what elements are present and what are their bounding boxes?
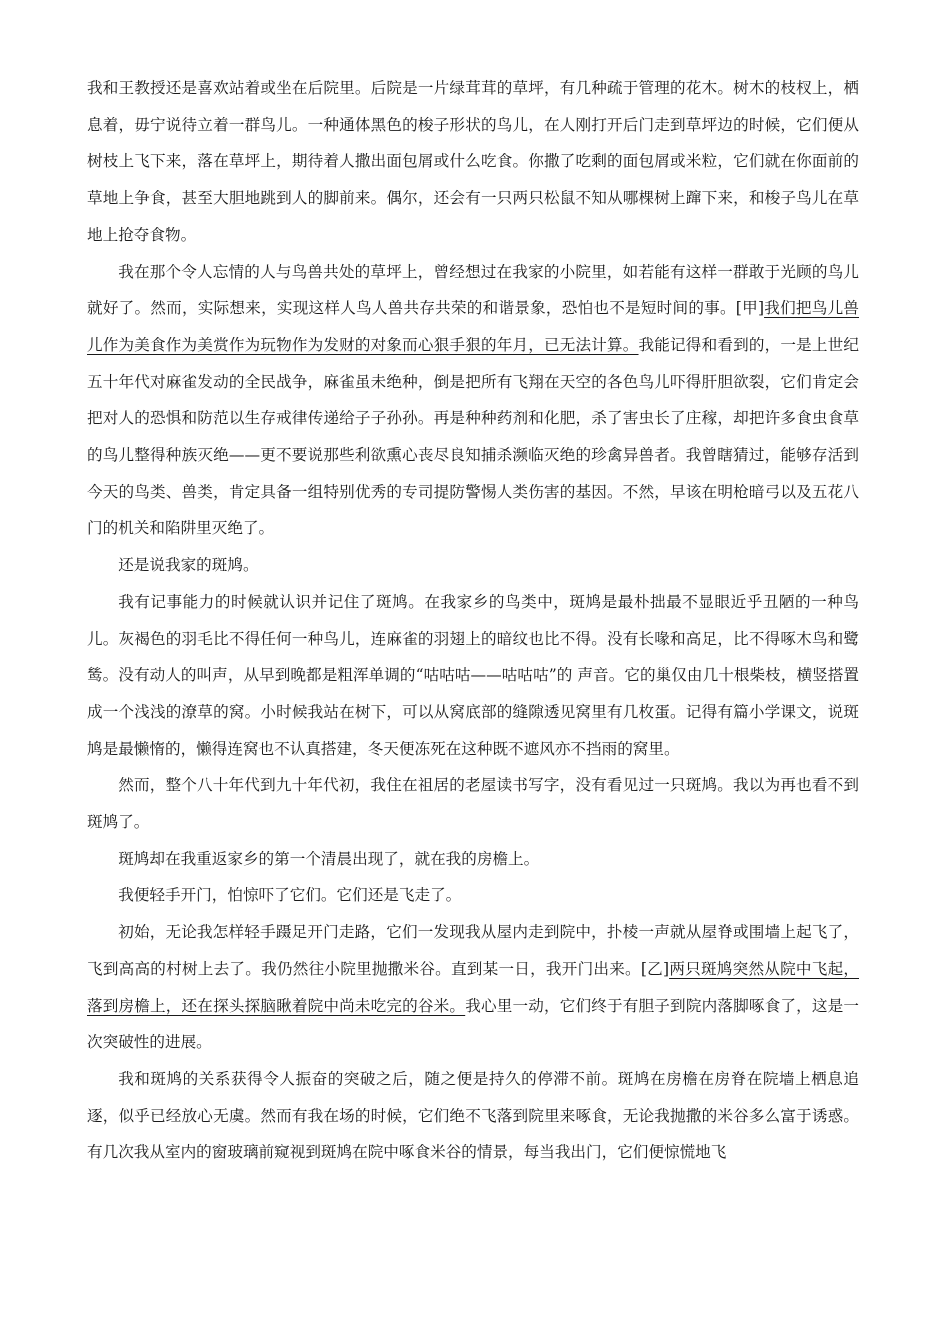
paragraph-4 bbox=[87, 584, 859, 768]
paragraph-3 bbox=[87, 547, 859, 584]
paragraph-1 bbox=[87, 70, 859, 254]
paragraph-text: 斑鸠却在我重返家乡的第一个清晨出现了，就在我的房檐上。 bbox=[118, 849, 540, 868]
paragraph-text: 然而，整个八十年代到九十年代初，我住在祖居的老屋读书写字，没有看见过一只斑鸠。我以为再也看不到斑鸠了。 bbox=[87, 776, 859, 832]
underlined-sentence-yi: 两只斑鸠突然从院中飞起，落到房檐上，还在探头探脑瞅着院中尚未吃完的谷米。 bbox=[87, 959, 859, 1015]
paragraph-5 bbox=[87, 767, 859, 840]
paragraph-8 bbox=[87, 914, 859, 1061]
paragraph-2 bbox=[87, 254, 859, 548]
paragraph-text: 我便轻手开门，怕惊吓了它们。它们还是飞走了。 bbox=[118, 886, 462, 905]
paragraph-7 bbox=[87, 877, 859, 914]
paragraph-text: 还是说我家的斑鸠。 bbox=[118, 556, 259, 575]
underlined-sentence-jia: 我们把鸟儿兽儿作为美食作为美赏作为玩物作为发财的对象而心狠手狠的年月，已无法计算。 bbox=[87, 299, 859, 354]
paragraph-6 bbox=[87, 841, 859, 878]
paragraph-9 bbox=[87, 1061, 859, 1171]
paragraph-text: 我有记事能力的时候就认识并记住了斑鸠。在我家乡的鸟类中，斑鸠是最朴拙最不显眼近乎丑陋的一种鸟儿。灰褐色的羽毛比不得任何一种鸟儿，连麻雀的羽翅上的暗纹也比不得。没有长喙和高足，比不得啄木鸟和鹭鸶。没有动人的叫声，从早到晚都是粗浑单调的“咕咕咕——咕咕咕”的 声音。它的巢仅由几十根柴枝，横竖搭置成一个浅浅的潦草的窝。小时候我站在树下，可以从窝底部的缝隙透见窝里有几枚蛋。记得有篇小学课文，说斑鸠是最懒惰的，懒得连窝也不认真搭建，冬天便冻死在这种既不遮风亦不挡雨的窝里。 bbox=[87, 592, 859, 758]
paragraph-text: 我能记得和看到的，一是上世纪五十年代对麻雀发动的全民战争，麻雀虽未绝种，倒是把所有飞翔在天空的各色鸟儿吓得肝胆欲裂，它们肯定会把对人的恐惧和防范以生存戒律传递给子子孙孙。再是种种药剂和化肥，杀了害虫长了庄稼，却把许多食虫食草的鸟儿整得种族灭绝——更不要说那些利欲熏心丧尽良知捕杀濒临灭绝的珍禽异兽者。我曾瞎猜过，能够存活到今天的鸟类、兽类，肯定具备一组特别优秀的专司提防警惕人类伤害的基因。不然，早该在明枪暗弓以及五花八门的机关和陷阱里灭绝了。 bbox=[87, 335, 859, 538]
document-page bbox=[87, 70, 859, 1171]
paragraph-text: 初始，无论我怎样轻手蹑足开门走路，它们一发现我从屋内走到院中，扑棱一声就从屋脊或围墙上起飞了，飞到高高的村树上去了。我仍然往小院里抛撒米谷。直到某一日，我开门出来。[乙] bbox=[87, 923, 859, 978]
paragraph-text: 我心里一动，它们终于有胆子到院内落脚啄食了，这是一次突破性的进展。 bbox=[87, 996, 859, 1052]
paragraph-text: 我在那个令人忘情的人与鸟兽共处的草坪上，曾经想过在我家的小院里，如若能有这样一群敢于光顾的鸟儿就好了。然而，实际想来，实现这样人鸟人兽共存共荣的和谐景象，恐怕也不是短时间的事。[甲] bbox=[87, 262, 859, 318]
paragraph-text: 我和王教授还是喜欢站着或坐在后院里。后院是一片绿茸茸的草坪，有几种疏于管理的花木。树木的枝杈上，栖息着，毋宁说待立着一群鸟儿。一种通体黑色的梭子形状的鸟儿，在人刚打开后门走到草坪边的时候，它们便从树枝上飞下来，落在草坪上，期待着人撒出面包屑或什么吃食。你撒了吃剩的面包屑或米粒，它们就在你面前的草地上争食，甚至大胆地跳到人的脚前来。偶尔，还会有一只两只松鼠不知从哪棵树上蹿下来，和梭子鸟儿在草地上抢夺食物。 bbox=[87, 79, 859, 244]
paragraph-text: 我和斑鸠的关系获得令人振奋的突破之后，随之便是持久的停滞不前。斑鸠在房檐在房脊在院墙上栖息追逐，似乎已经放心无虞。然而有我在场的时候，它们绝不飞落到院里来啄食，无论我抛撒的米谷多么富于诱惑。有几次我从室内的窗玻璃前窥视到斑鸠在院中啄食米谷的情景，每当我出门，它们便惊慌地飞 bbox=[87, 1069, 859, 1162]
